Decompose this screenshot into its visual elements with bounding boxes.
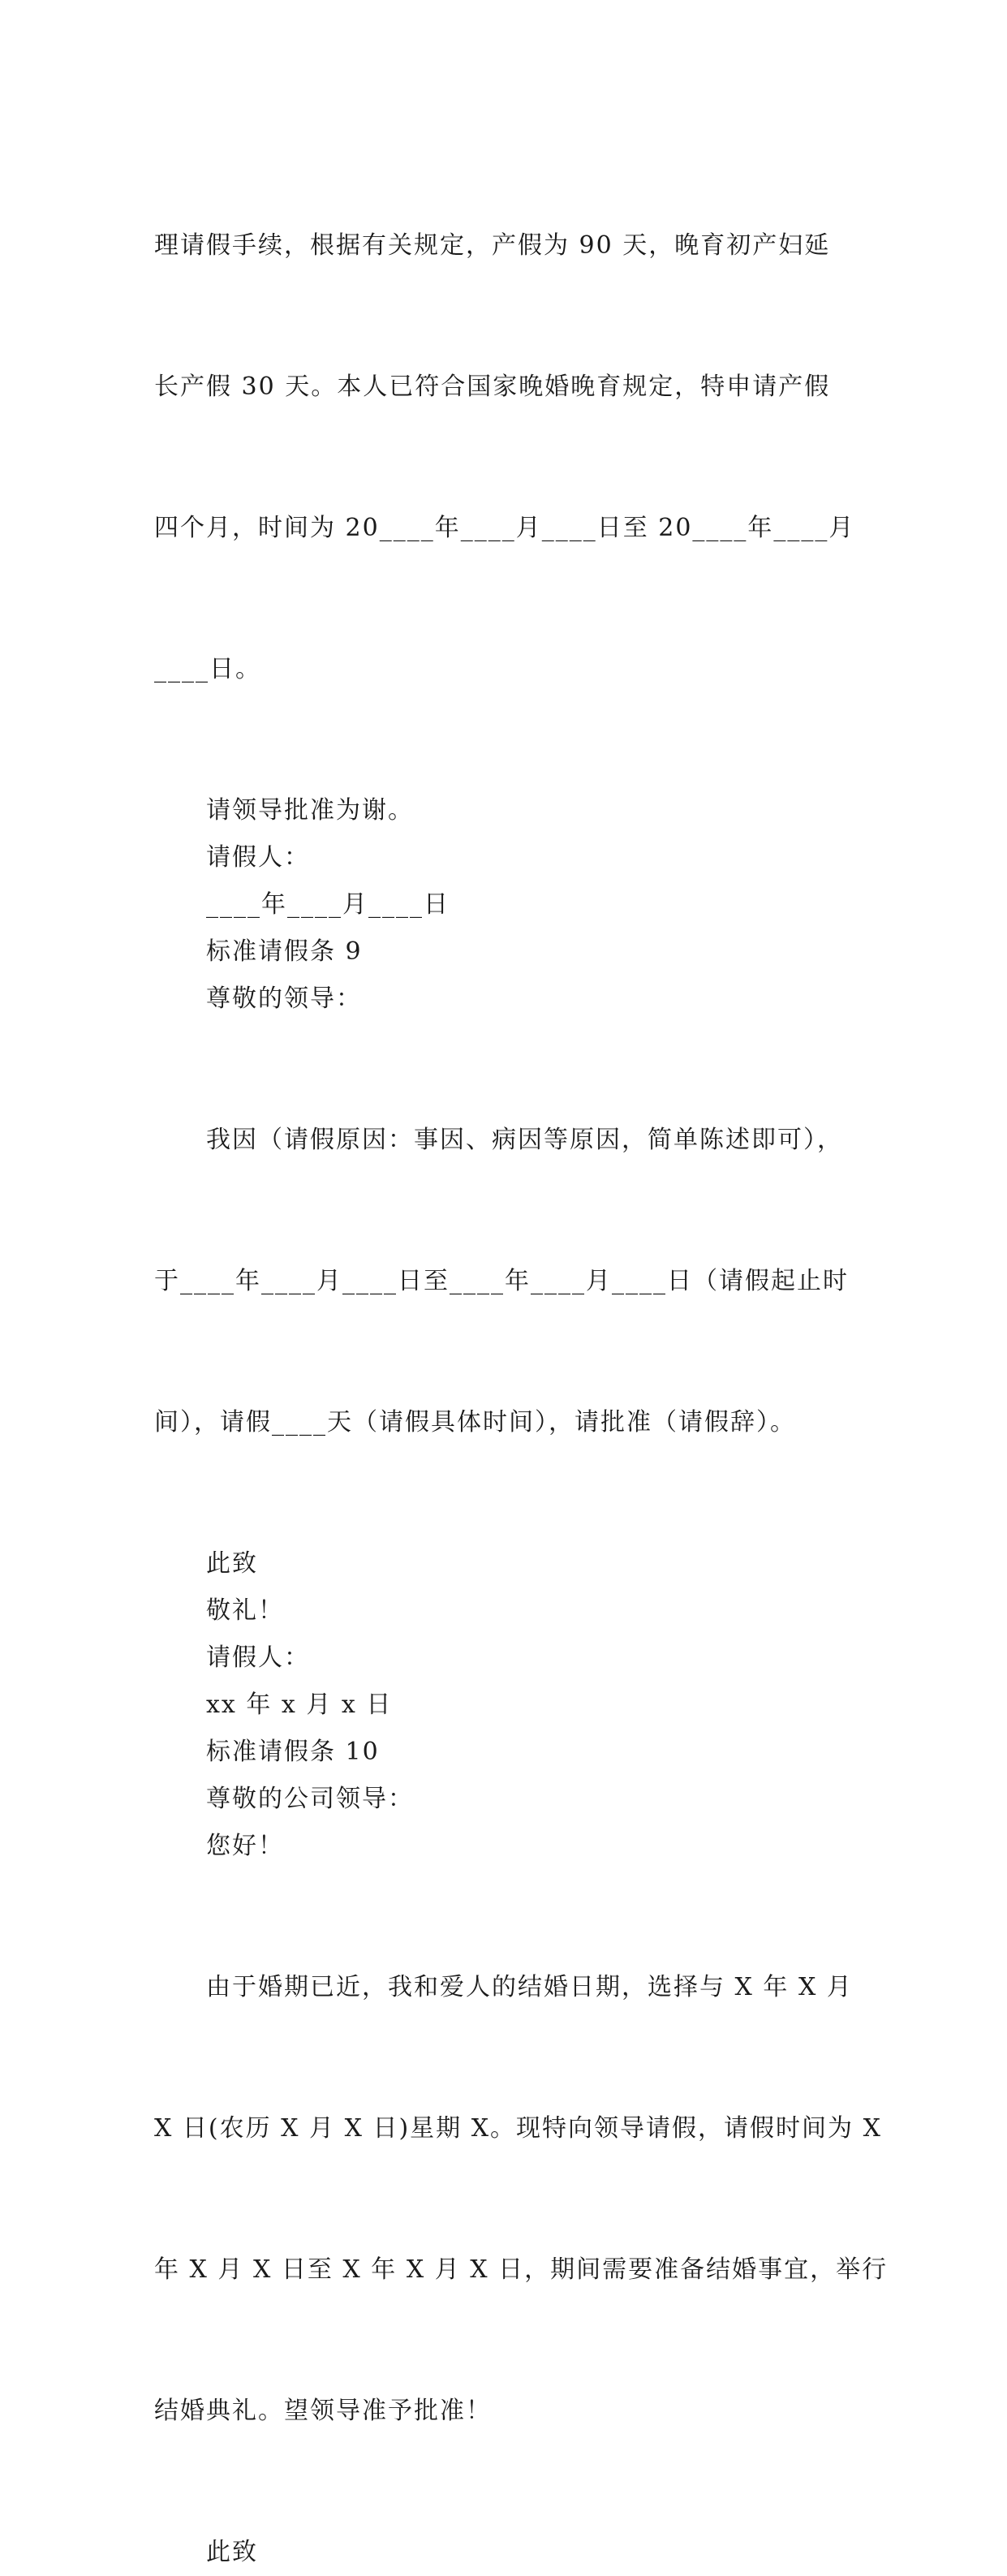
salutation-9: 尊敬的领导： (206, 984, 362, 1013)
applicant-label: 请假人： (206, 843, 310, 872)
closing-cizhi: 此致 (206, 1549, 258, 1578)
document-body (154, 128, 889, 2576)
text-line: 结婚典礼。望领导准予批准！ (154, 2397, 492, 2425)
text-line: X 日(农历 X 月 X 日)星期 X。现特向领导请假，请假时间为 X (154, 2114, 882, 2143)
text-line: ____日。 (154, 655, 261, 683)
text-line: 由于婚期已近，我和爱人的结婚日期，选择与 X 年 X 月 (206, 1973, 853, 2001)
text-line: 间），请假____天（请假具体时间），请批准（请假辞）。 (154, 1408, 796, 1437)
paragraph-thanks: 请领导批准为谢。 (206, 796, 414, 825)
paragraph-wedding-leave (154, 1870, 889, 2529)
greeting-10: 您好！ (206, 1832, 284, 1860)
text-line: 理请假手续，根据有关规定，产假为 90 天，晚育初产妇延 (154, 231, 831, 260)
applicant-label: 请假人： (206, 1643, 310, 1672)
section-heading-10: 标准请假条 10 (206, 1738, 380, 1766)
text-line: 四个月，时间为 20____年____月____日至 20____年____月 (154, 514, 855, 542)
date-blank-line: ____年____月____日 (206, 890, 450, 919)
paragraph-leave-reason (154, 1023, 868, 1540)
text-line: 于____年____月____日至____年____月____日（请假起止时 (154, 1267, 849, 1295)
text-line: 我因（请假原因：事因、病因等原因，简单陈述即可）， (206, 1126, 843, 1154)
date-line: xx 年 x 月 x 日 (206, 1691, 393, 1719)
closing-cizhi: 此致 (206, 2538, 258, 2566)
text-line: 年 X 月 X 日至 X 年 X 月 X 日，期间需要准备结婚事宜，举行 (154, 2255, 889, 2284)
text-line: 长产假 30 天。本人已符合国家晚婚晚育规定，特申请产假 (154, 373, 831, 401)
salutation-10: 尊敬的公司领导： (206, 1785, 414, 1813)
section-heading-9: 标准请假条 9 (206, 937, 363, 966)
paragraph-maternity-leave (154, 128, 868, 787)
closing-jingli: 敬礼！ (206, 1596, 284, 1625)
